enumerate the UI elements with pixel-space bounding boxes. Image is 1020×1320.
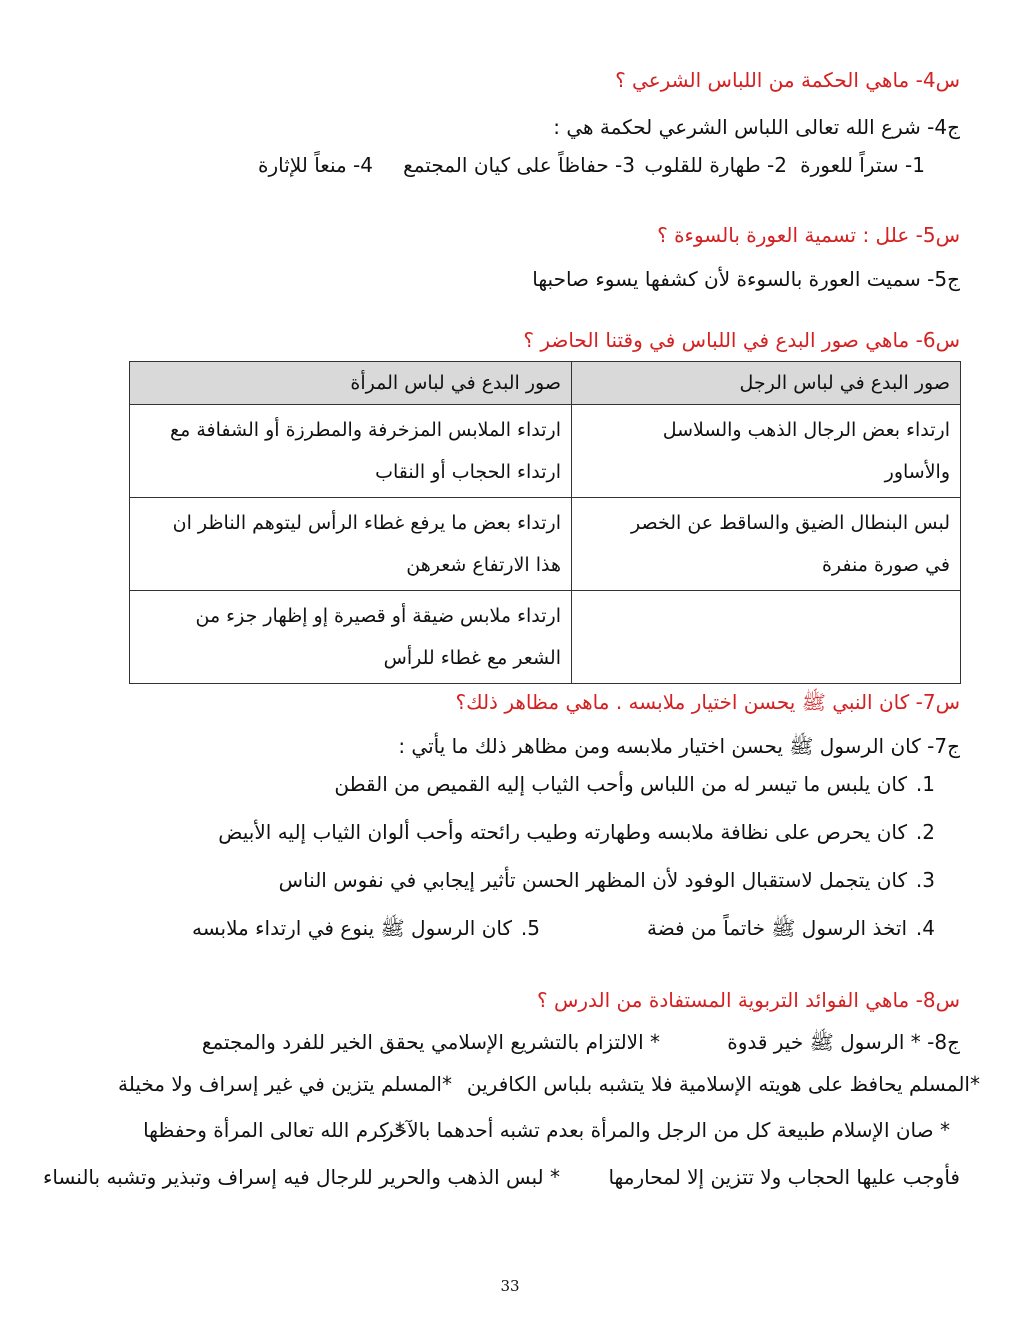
- question-8: س8- ماهي الفوائد التربوية المستفادة من الدرس ؟: [537, 988, 960, 1012]
- answer-7-item: [40, 913, 540, 943]
- cell-line: ارتداء بعض الرجال الذهب والسلاسل: [662, 419, 950, 441]
- answer-8-point: *المسلم يتزين في غير إسراف ولا مخيلة: [117, 1072, 452, 1096]
- innovations-table: [129, 361, 961, 684]
- answer-8-point: * كرم الله تعالى المرأة وحفظها: [143, 1118, 405, 1142]
- cell-line: ارتداء ملابس ضيقة أو قصيرة إو إظهار جزء من: [195, 605, 561, 627]
- cell-line: هذا الارتفاع شعرهن: [406, 554, 561, 576]
- item-number: 5.: [520, 916, 540, 940]
- cell-line: والأساور: [884, 461, 950, 483]
- item-number: 1.: [915, 772, 935, 796]
- item-text: اتخذ الرسول ﷺ خاتماً من فضة: [646, 916, 907, 940]
- answer-7-item: [40, 769, 935, 799]
- answer-4-item: 1- ستراً للعورة: [800, 153, 925, 177]
- answer-8-point: فأوجب عليها الحجاب ولا تتزين إلا لمحارمها: [608, 1165, 960, 1189]
- table-cell-men: [572, 591, 961, 684]
- table-header-women: صور البدع في لباس المرأة: [130, 362, 572, 405]
- item-number: 3.: [915, 868, 935, 892]
- answer-4-item: 3- حفاظاً على كيان المجتمع: [403, 153, 635, 177]
- cell-line: ارتداء بعض ما يرفع غطاء الرأس ليتوهم الناظر ان: [172, 512, 561, 534]
- cell-line: ارتداء الملابس المزخرفة والمطرزة أو الشفافة مع: [170, 419, 561, 441]
- item-number: 2.: [915, 820, 935, 844]
- item-text: كان يتجمل لاستقبال الوفود لأن المظهر الحسن تأثير إيجابي في نفوس الناس: [278, 868, 907, 892]
- table-cell-men: [572, 405, 961, 498]
- answer-7: ج7- كان الرسول ﷺ يحسن اختيار ملابسه ومن مظاهر ذلك ما يأتي :: [398, 734, 960, 758]
- answer-8-point: *المسلم يحافظ على هويته الإسلامية فلا يتشبه بلباس الكافرين: [466, 1072, 980, 1096]
- question-5: س5- علل : تسمية العورة بالسوءة ؟: [657, 223, 960, 247]
- answer-7-item: [40, 865, 935, 895]
- answer-8-point: * لبس الذهب والحرير للرجال فيه إسراف وتبذير وتشبه بالنساء: [42, 1165, 560, 1189]
- table-cell-women: [130, 591, 572, 684]
- table-header-men: صور البدع في لباس الرجل: [572, 362, 961, 405]
- table-header-row: [130, 362, 961, 405]
- cell-line: لبس البنطال الضيق والساقط عن الخصر: [631, 512, 950, 534]
- answer-5: ج5- سميت العورة بالسوءة لأن كشفها يسوء صاحبها: [532, 267, 960, 291]
- answer-7-item: [40, 817, 935, 847]
- table-cell-men: [572, 498, 961, 591]
- page-number: 33: [500, 1277, 520, 1295]
- table-cell-women: [130, 498, 572, 591]
- table-row: [130, 498, 961, 591]
- cell-line: [582, 637, 950, 679]
- cell-line: ارتداء الحجاب أو النقاب: [375, 461, 561, 483]
- answer-4: ج4- شرع الله تعالى اللباس الشرعي لحكمة هي :: [553, 115, 960, 139]
- cell-line: الشعر مع غطاء للرأس: [383, 647, 561, 669]
- question-4: س4- ماهي الحكمة من اللباس الشرعي ؟: [615, 68, 960, 92]
- item-text: كان الرسول ﷺ ينوع في ارتداء ملابسه: [191, 916, 512, 940]
- cell-line: في صورة منفرة: [821, 554, 950, 576]
- question-7: س7- كان النبي ﷺ يحسن اختيار ملابسه . ماهي مظاهر ذلك؟: [455, 690, 960, 714]
- table-cell-women: [130, 405, 572, 498]
- question-6: س6- ماهي صور البدع في اللباس في وقتنا الحاضر ؟: [523, 328, 960, 352]
- answer-8-point: ج8- * الرسول ﷺ خير قدوة: [727, 1030, 960, 1054]
- answer-8-point: * الالتزام بالتشريع الإسلامي يحقق الخير للفرد والمجتمع: [201, 1030, 660, 1054]
- answer-4-item: 2- طهارة للقلوب: [644, 153, 787, 177]
- item-text: كان يلبس ما تيسر له من اللباس وأحب الثياب إليه القميص من القطن: [334, 772, 907, 796]
- table-row: [130, 591, 961, 684]
- answer-4-item: 4- منعاً للإثارة: [258, 153, 373, 177]
- answer-8-point: * صان الإسلام طبيعة كل من الرجل والمرأة بعدم تشبه أحدهما بالآخر: [383, 1118, 950, 1142]
- cell-line: [582, 595, 950, 637]
- table-row: [130, 405, 961, 498]
- item-number: 4.: [915, 916, 935, 940]
- item-text: كان يحرص على نظافة ملابسه وطهارته وطيب رائحته وأحب ألوان الثياب إليه الأبيض: [218, 820, 907, 844]
